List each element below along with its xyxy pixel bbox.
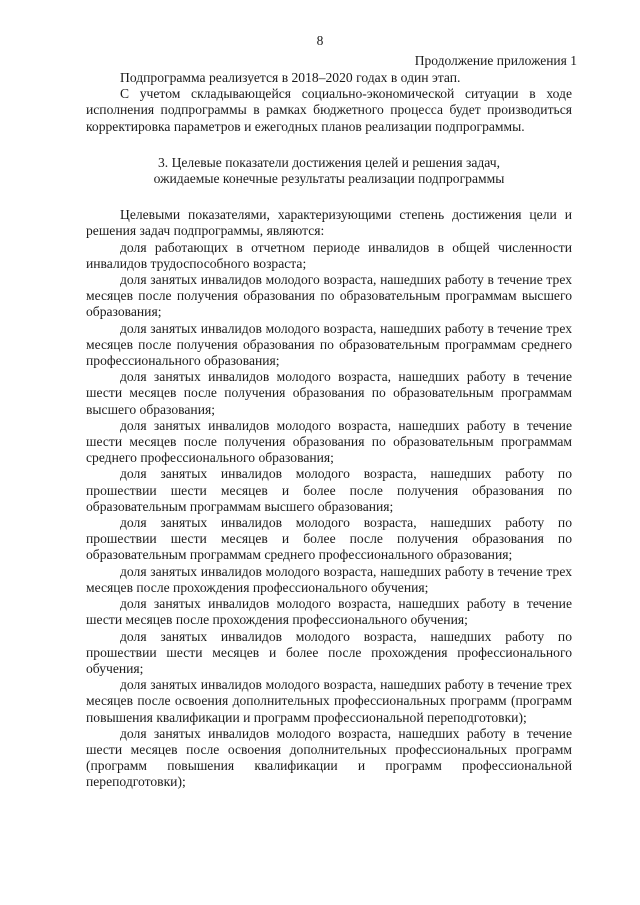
- indicator-item: доля занятых инвалидов молодого возраста, нашедших работу в течение трех месяцев после получения образования по образовательным программам среднего профессионального образования;: [86, 320, 572, 369]
- document-body: [86, 70, 572, 791]
- indicator-item: доля занятых инвалидов молодого возраста, нашедших работу по прошествии шести месяцев и более после получения образования по образовательным программам высшего образования;: [86, 466, 572, 514]
- indicator-item: доля занятых инвалидов молодого возраста, нашедших работу в течение трех месяцев после прохождения профессионального обучения;: [86, 563, 572, 595]
- appendix-note: Продолжение приложения 1: [414, 53, 577, 68]
- lead-paragraph: Целевыми показателями, характеризующими степень достижения цели и решения задач подпрограммы, являются:: [86, 207, 572, 239]
- section-heading: 3. Целевые показатели достижения целей и решения задач,: [157, 154, 501, 170]
- page-number: 8: [316, 33, 324, 48]
- indicator-item: доля занятых инвалидов молодого возраста, нашедших работу в течение шести месяцев после прохождения профессионального обучения;: [86, 596, 572, 628]
- intro-paragraph: С учетом складывающейся социально-экономической ситуации в ходе исполнения подпрограммы в рамках бюджетного процесса будет производиться корректировка параметров и ежегодных планов реализации подпрограммы.: [86, 86, 572, 134]
- indicator-item: доля занятых инвалидов молодого возраста, нашедших работу в течение шести месяцев после освоения дополнительных профессиональных программ (программ повышения квалификации и программ профессиональной переподготовки);: [86, 725, 572, 790]
- indicator-item: доля занятых инвалидов молодого возраста, нашедших работу в течение трех месяцев после освоения дополнительных профессиональных программ (программ повышения квалификации и программ профессиональной переподготовки);: [86, 677, 572, 725]
- section-heading: ожидаемые конечные результаты реализации подпрограммы: [153, 171, 505, 187]
- indicator-item: доля занятых инвалидов молодого возраста, нашедших работу в течение шести месяцев после получения образования по образовательным программам высшего образования;: [86, 369, 572, 417]
- indicator-item: доля занятых инвалидов молодого возраста, нашедших работу по прошествии шести месяцев и более после получения образования по образовательным программам среднего профессионального образования;: [86, 515, 572, 563]
- indicator-item: доля работающих в отчетном периоде инвалидов в общей численности инвалидов трудоспособного возраста;: [86, 239, 572, 271]
- intro-paragraph: Подпрограмма реализуется в 2018–2020 годах в один этап.: [120, 70, 461, 85]
- indicator-item: доля занятых инвалидов молодого возраста, нашедших работу в течение шести месяцев после получения образования по образовательным программам среднего профессионального образования;: [86, 417, 572, 466]
- indicator-item: доля занятых инвалидов молодого возраста, нашедших работу по прошествии шести месяцев и более после прохождения профессионального обучения;: [86, 628, 572, 676]
- indicator-item: доля занятых инвалидов молодого возраста, нашедших работу в течение трех месяцев после получения образования по образовательным программам высшего образования;: [86, 272, 572, 320]
